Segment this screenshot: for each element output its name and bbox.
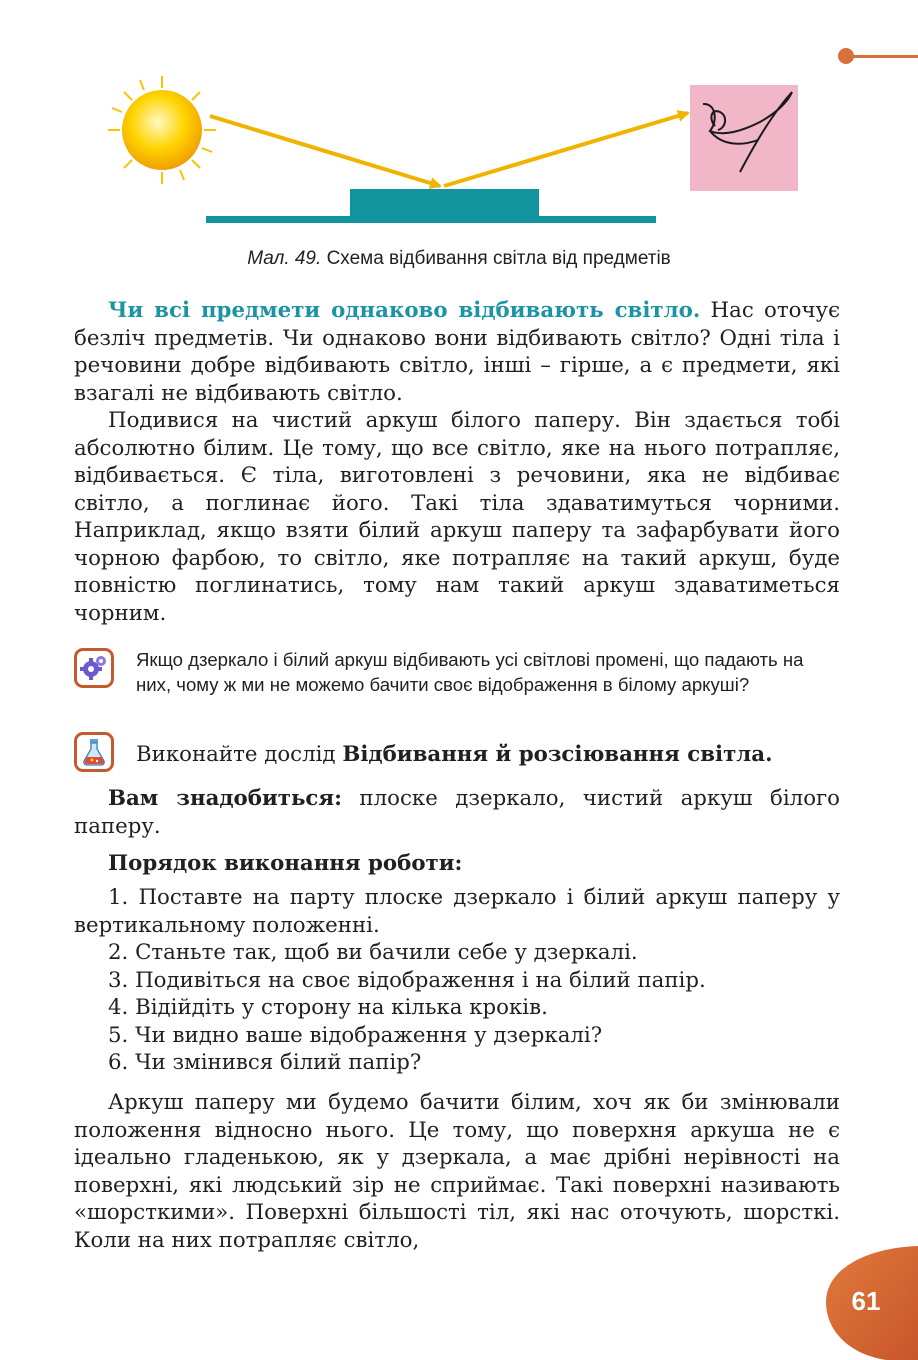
procedure-step: 5. Чи видно ваше відображення у дзеркалі?	[108, 1022, 603, 1048]
closing-paragraph: Аркуш паперу ми будемо бачити білим, хоч як би змінювали положення відносно нього. Це тому, що поверхня аркуша не є ідеально гладенькою, як у дзеркала, а має дрібні нерівності на поверхні, які людський зір не сприймає. Такі поверхні називають «шорсткими». Поверхні більшості тіл, які нас оточують, шорсткі. Коли на них потрапляє світло,	[74, 1090, 840, 1253]
page-number: 61	[851, 1286, 881, 1316]
question-badge	[74, 648, 114, 688]
sun-icon	[108, 76, 216, 184]
materials-text: плоске дзеркало, чистий аркуш білого паперу.	[74, 786, 840, 839]
materials-label: Вам знадобиться:	[108, 786, 342, 811]
eye-icon	[690, 85, 798, 191]
procedure-heading-paragraph	[74, 850, 840, 878]
incident-ray	[210, 116, 440, 186]
flask-icon	[79, 737, 109, 767]
procedure-step: 4. Відійдіть у сторону на кілька кроків.	[108, 995, 548, 1020]
paragraph-1-text: Нас оточує безліч предметів. Чи однаково вони відбивають світло? Одні тіла і речовини добре відбивають світло, інші – гірше, а є предмети, які взагалі не відбивають світло.	[74, 298, 841, 406]
procedure-step: 2. Станьте так, щоб ви бачили себе у дзеркалі.	[108, 940, 638, 965]
paragraph-1-lead: Чи всі предмети однаково відбивають світло.	[108, 298, 701, 323]
materials-paragraph	[74, 785, 840, 840]
experiment-line	[136, 742, 773, 767]
reflected-ray	[444, 113, 688, 186]
procedure-step: 1. Поставте на парту плоске дзеркало і білий аркуш паперу у вертикальному положенні.	[74, 885, 840, 938]
object-block	[350, 189, 539, 217]
closing-block	[74, 1089, 840, 1254]
materials-block	[74, 785, 840, 840]
procedure-heading: Порядок виконання роботи:	[108, 851, 463, 876]
reflection-diagram	[0, 0, 918, 240]
experiment-badge	[74, 732, 114, 772]
figure-caption	[0, 248, 918, 270]
procedure-step: 3. Подивіться на своє відображення і на білий папір.	[108, 967, 706, 993]
figure-caption-text: Схема відбивання світла від предметів	[326, 248, 671, 269]
gears-icon	[79, 653, 109, 683]
procedure-heading-block	[74, 850, 840, 878]
procedure-steps	[74, 884, 840, 1077]
procedure-step: 6. Чи змінився білий папір?	[108, 1050, 422, 1075]
paragraph-1	[74, 297, 840, 407]
paragraph-2: Подивися на чистий аркуш білого паперу. Він здається тобі абсолютно білим. Це тому, що все світло, яке на нього потрапляє, відбивається. Є тіла, виготовлені з речовини, яка не відбиває світло, а поглинає його. Такі тіла здаватимуться чорними. Наприклад, якщо взяти білий аркуш паперу та зафарбувати його чорною фарбою, то світло, яке потрапляє на такий аркуш, буде повністю поглинатись, тому нам такий аркуш здаватиметься чорним.	[74, 408, 840, 626]
question-text: Якщо дзеркало і білий аркуш відбивають усі світлові промені, що падають на них, чому ж ми не можемо бачити своє відображення в білому аркуші?	[136, 649, 804, 695]
experiment-title: Відбивання й розсіювання світла.	[342, 742, 773, 767]
surface-line	[206, 216, 656, 223]
figure-number: Мал. 49.	[247, 248, 322, 269]
experiment-intro: Виконайте дослід	[136, 742, 343, 767]
paragraph-block-1	[74, 297, 840, 627]
